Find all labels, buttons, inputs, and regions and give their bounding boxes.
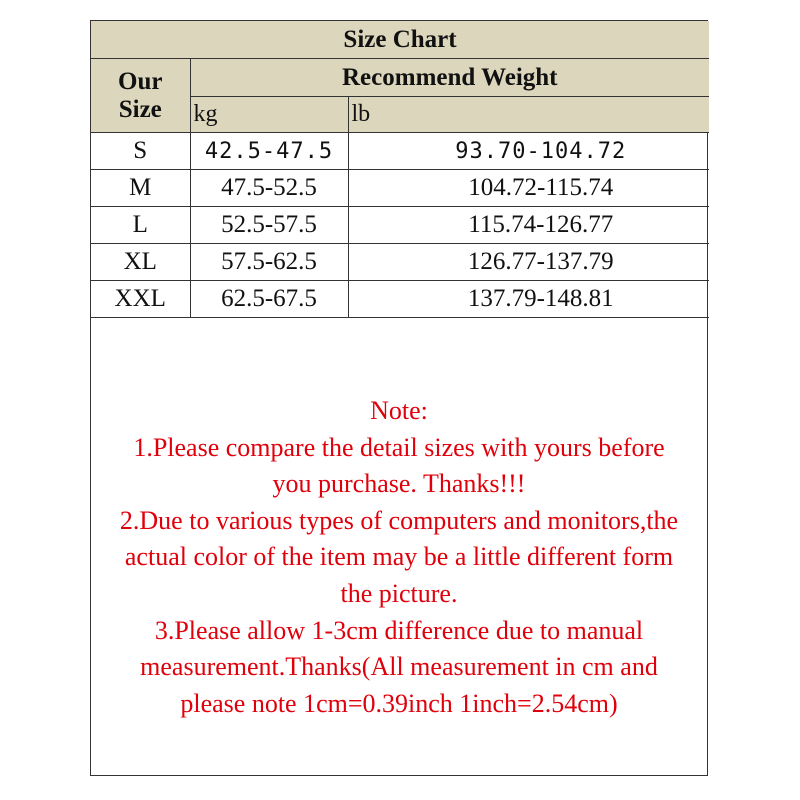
our-size-header-line1: Our [118, 67, 163, 95]
lb-cell: 93.70-104.72 [348, 133, 709, 170]
unit-kg-header: kg [190, 97, 348, 133]
table-row [91, 133, 709, 170]
kg-cell: 42.5-47.5 [190, 133, 348, 170]
table-row [91, 281, 709, 318]
note-line: the picture. [340, 578, 458, 608]
lb-cell: 104.72-115.74 [348, 170, 709, 207]
size-cell: L [91, 207, 190, 244]
note-heading: Note: [370, 396, 428, 425]
lb-cell: 126.77-137.79 [348, 244, 709, 281]
note-line: measurement.Thanks(All measurement in cm and [140, 652, 658, 682]
recommend-weight-header: Recommend Weight [190, 59, 709, 97]
table-row [91, 170, 709, 207]
lb-cell: 115.74-126.77 [348, 207, 709, 244]
lb-cell: 137.79-148.81 [348, 281, 709, 318]
note-line: 1.Please compare the detail sizes with yours before [133, 432, 665, 462]
note-line: please note 1cm=0.39inch 1inch=2.54cm) [180, 688, 618, 718]
kg-cell: 57.5-62.5 [190, 244, 348, 281]
kg-cell: 47.5-52.5 [190, 170, 348, 207]
size-table [91, 21, 709, 318]
our-size-header-line2: Size [118, 95, 162, 123]
kg-cell: 62.5-67.5 [190, 281, 348, 318]
size-cell: XXL [91, 281, 190, 318]
unit-lb-header: lb [348, 97, 709, 133]
note-line: 2.Due to various types of computers and monitors,the [119, 505, 679, 535]
note-line: you purchase. Thanks!!! [272, 469, 526, 499]
table-row [91, 207, 709, 244]
note-line: 3.Please allow 1-3cm difference due to manual [154, 615, 644, 645]
size-chart [90, 20, 708, 776]
notes-block [91, 393, 707, 722]
size-cell: M [91, 170, 190, 207]
our-size-header [91, 59, 190, 133]
table-row [91, 244, 709, 281]
size-cell: XL [91, 244, 190, 281]
size-cell: S [91, 133, 190, 170]
chart-title: Size Chart [91, 21, 709, 59]
note-line: actual color of the item may be a little different form [124, 542, 674, 572]
kg-cell: 52.5-57.5 [190, 207, 348, 244]
